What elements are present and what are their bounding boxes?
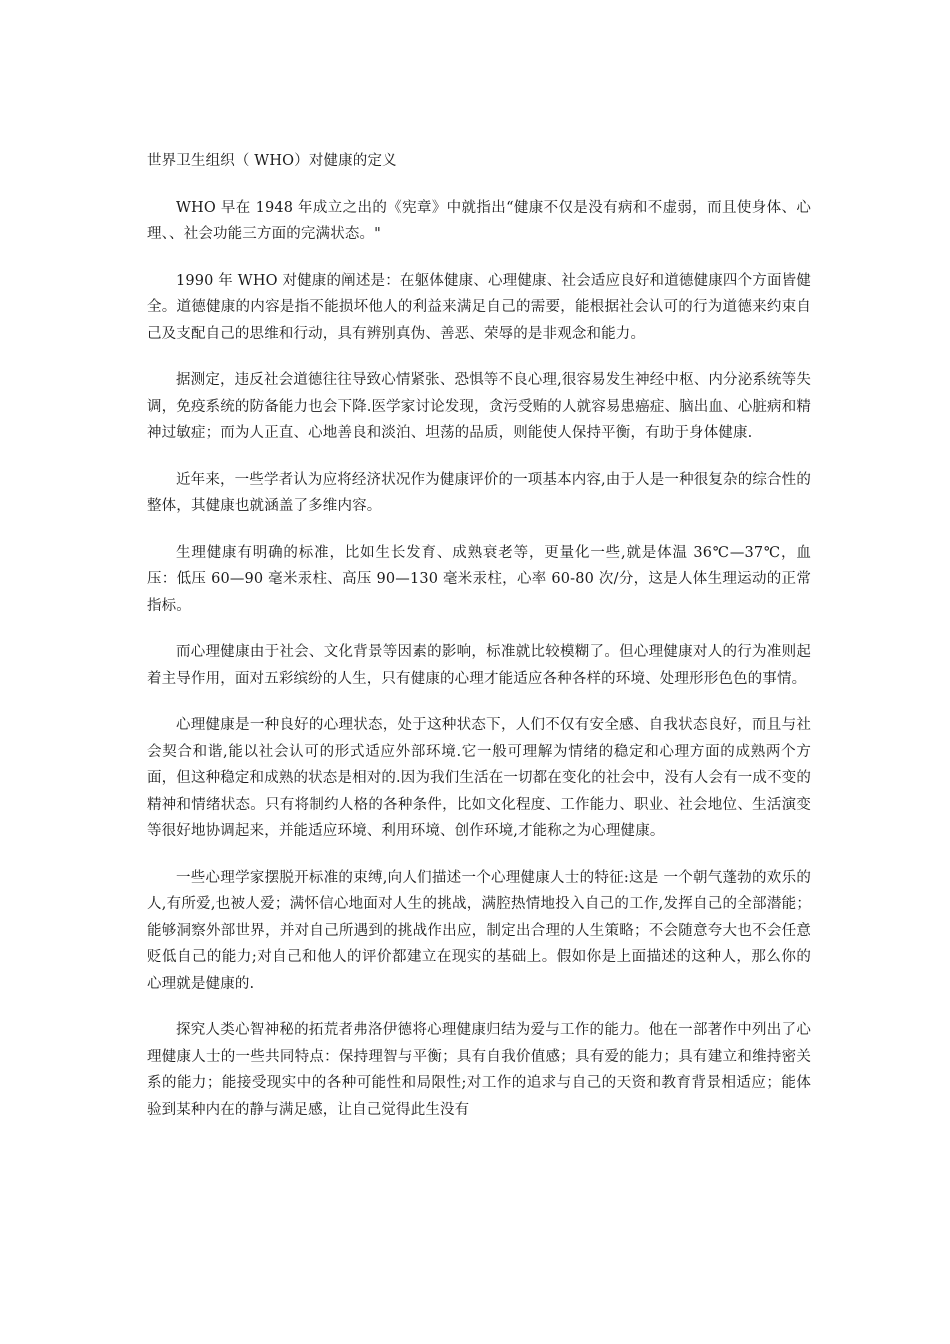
paragraph-psychologist-traits: 一些心理学家摆脱开标准的束缚,向人们描述一个心理健康人士的特征:这是 一个朝气蓬勃的欢乐的人,有所爱,也被人爱；满怀信心地面对人生的挑战，满腔热情地投入自己的工作,发挥自己的全部潜能；能够洞察外部世界，并对自己所遇到的挑战作出应，制定出合理的人生策略；不会随意夸大也不会任意贬低自己的能力;对自己和他人的评价都建立在现实的基础上。假如你是上面描述的这种人，那么你的心理就是健康的. (147, 869, 811, 992)
paragraph-mental-health-state: 心理健康是一种良好的心理状态，处于这种状态下，人们不仅有安全感、自我状态良好，而且与社会契合和谐,能以社会认可的形式适应外部环境.它一般可理解为情绪的稳定和心理方面的成熟两个方面，但这种稳定和成熟的状态是相对的.因为我们生活在一切都在变化的社会中，没有人会有一成不变的精神和情绪状态。只有将制约人格的各种条件，比如文化程度、工作能力、职业、社会地位、生活演变等很好地协调起来，并能适应环境、利用环境、创作环境,才能称之为心理健康。 (147, 717, 812, 839)
paragraph-economic-status: 近年来，一些学者认为应将经济状况作为健康评价的一项基本内容,由于人是一种很复杂的综合性的整体，其健康也就涵盖了多维内容。 (147, 471, 811, 514)
paragraph-mental-health-standard: 而心理健康由于社会、文化背景等因素的影响，标准就比较模糊了。但心理健康对人的行为准则起着主导作用，面对五彩缤纷的人生，只有健康的心理才能适应各种各样的环境、处理形形色色的事情。 (147, 644, 811, 687)
document-body (147, 148, 811, 1143)
paragraph-freud: 探究人类心智神秘的拓荒者弗洛伊德将心理健康归结为爱与工作的能力。他在一部著作中列出了心理健康人士的一些共同特点：保持理智与平衡；具有自我价值感；具有爱的能力；具有建立和维持密关系的能力；能接受现实中的各种可能性和局限性;对工作的追求与自己的天资和教育背景相适应；能体验到某种内在的静与满足感，让自己觉得此生没有 (147, 1022, 811, 1118)
paragraph-1990-definition: 1990 年 WHO 对健康的阐述是：在躯体健康、心理健康、社会适应良好和道德健康四个方面皆健全。道德健康的内容是指不能损坏他人的利益来满足自己的需要，能根据社会认可的行为道德来约束自己及支配自己的思维和行动，具有辨别真伪、善恶、荣辱的是非观念和能力。 (147, 272, 811, 342)
paragraph-physical-health: 生理健康有明确的标准，比如生长发育、成熟衰老等，更量化一些,就是体温 36℃—37℃，血压：低压 60—90 毫米汞柱、高压 90—130 毫米汞柱，心率 60-80 次/分，这是人体生理运动的正常指标。 (147, 544, 811, 614)
document-title: 世界卫生组织（ WHO）对健康的定义 (147, 153, 397, 169)
paragraph-moral-health: 据测定，违反社会道德往往导致心情紧张、恐惧等不良心理,很容易发生神经中枢、内分泌系统等失调，免疫系统的防备能力也会下降.医学家讨论发现，贪污受贿的人就容易患癌症、脑出血、心脏病和精神过敏症；而为人正直、心地善良和淡泊、坦荡的品质，则能使人保持平衡，有助于身体健康. (147, 372, 812, 441)
paragraph-who-charter: WHO 早在 1948 年成立之出的《宪章》中就指出“健康不仅是没有病和不虚弱，而且使身体、心理、、社会功能三方面的完满状态。" (147, 199, 811, 242)
